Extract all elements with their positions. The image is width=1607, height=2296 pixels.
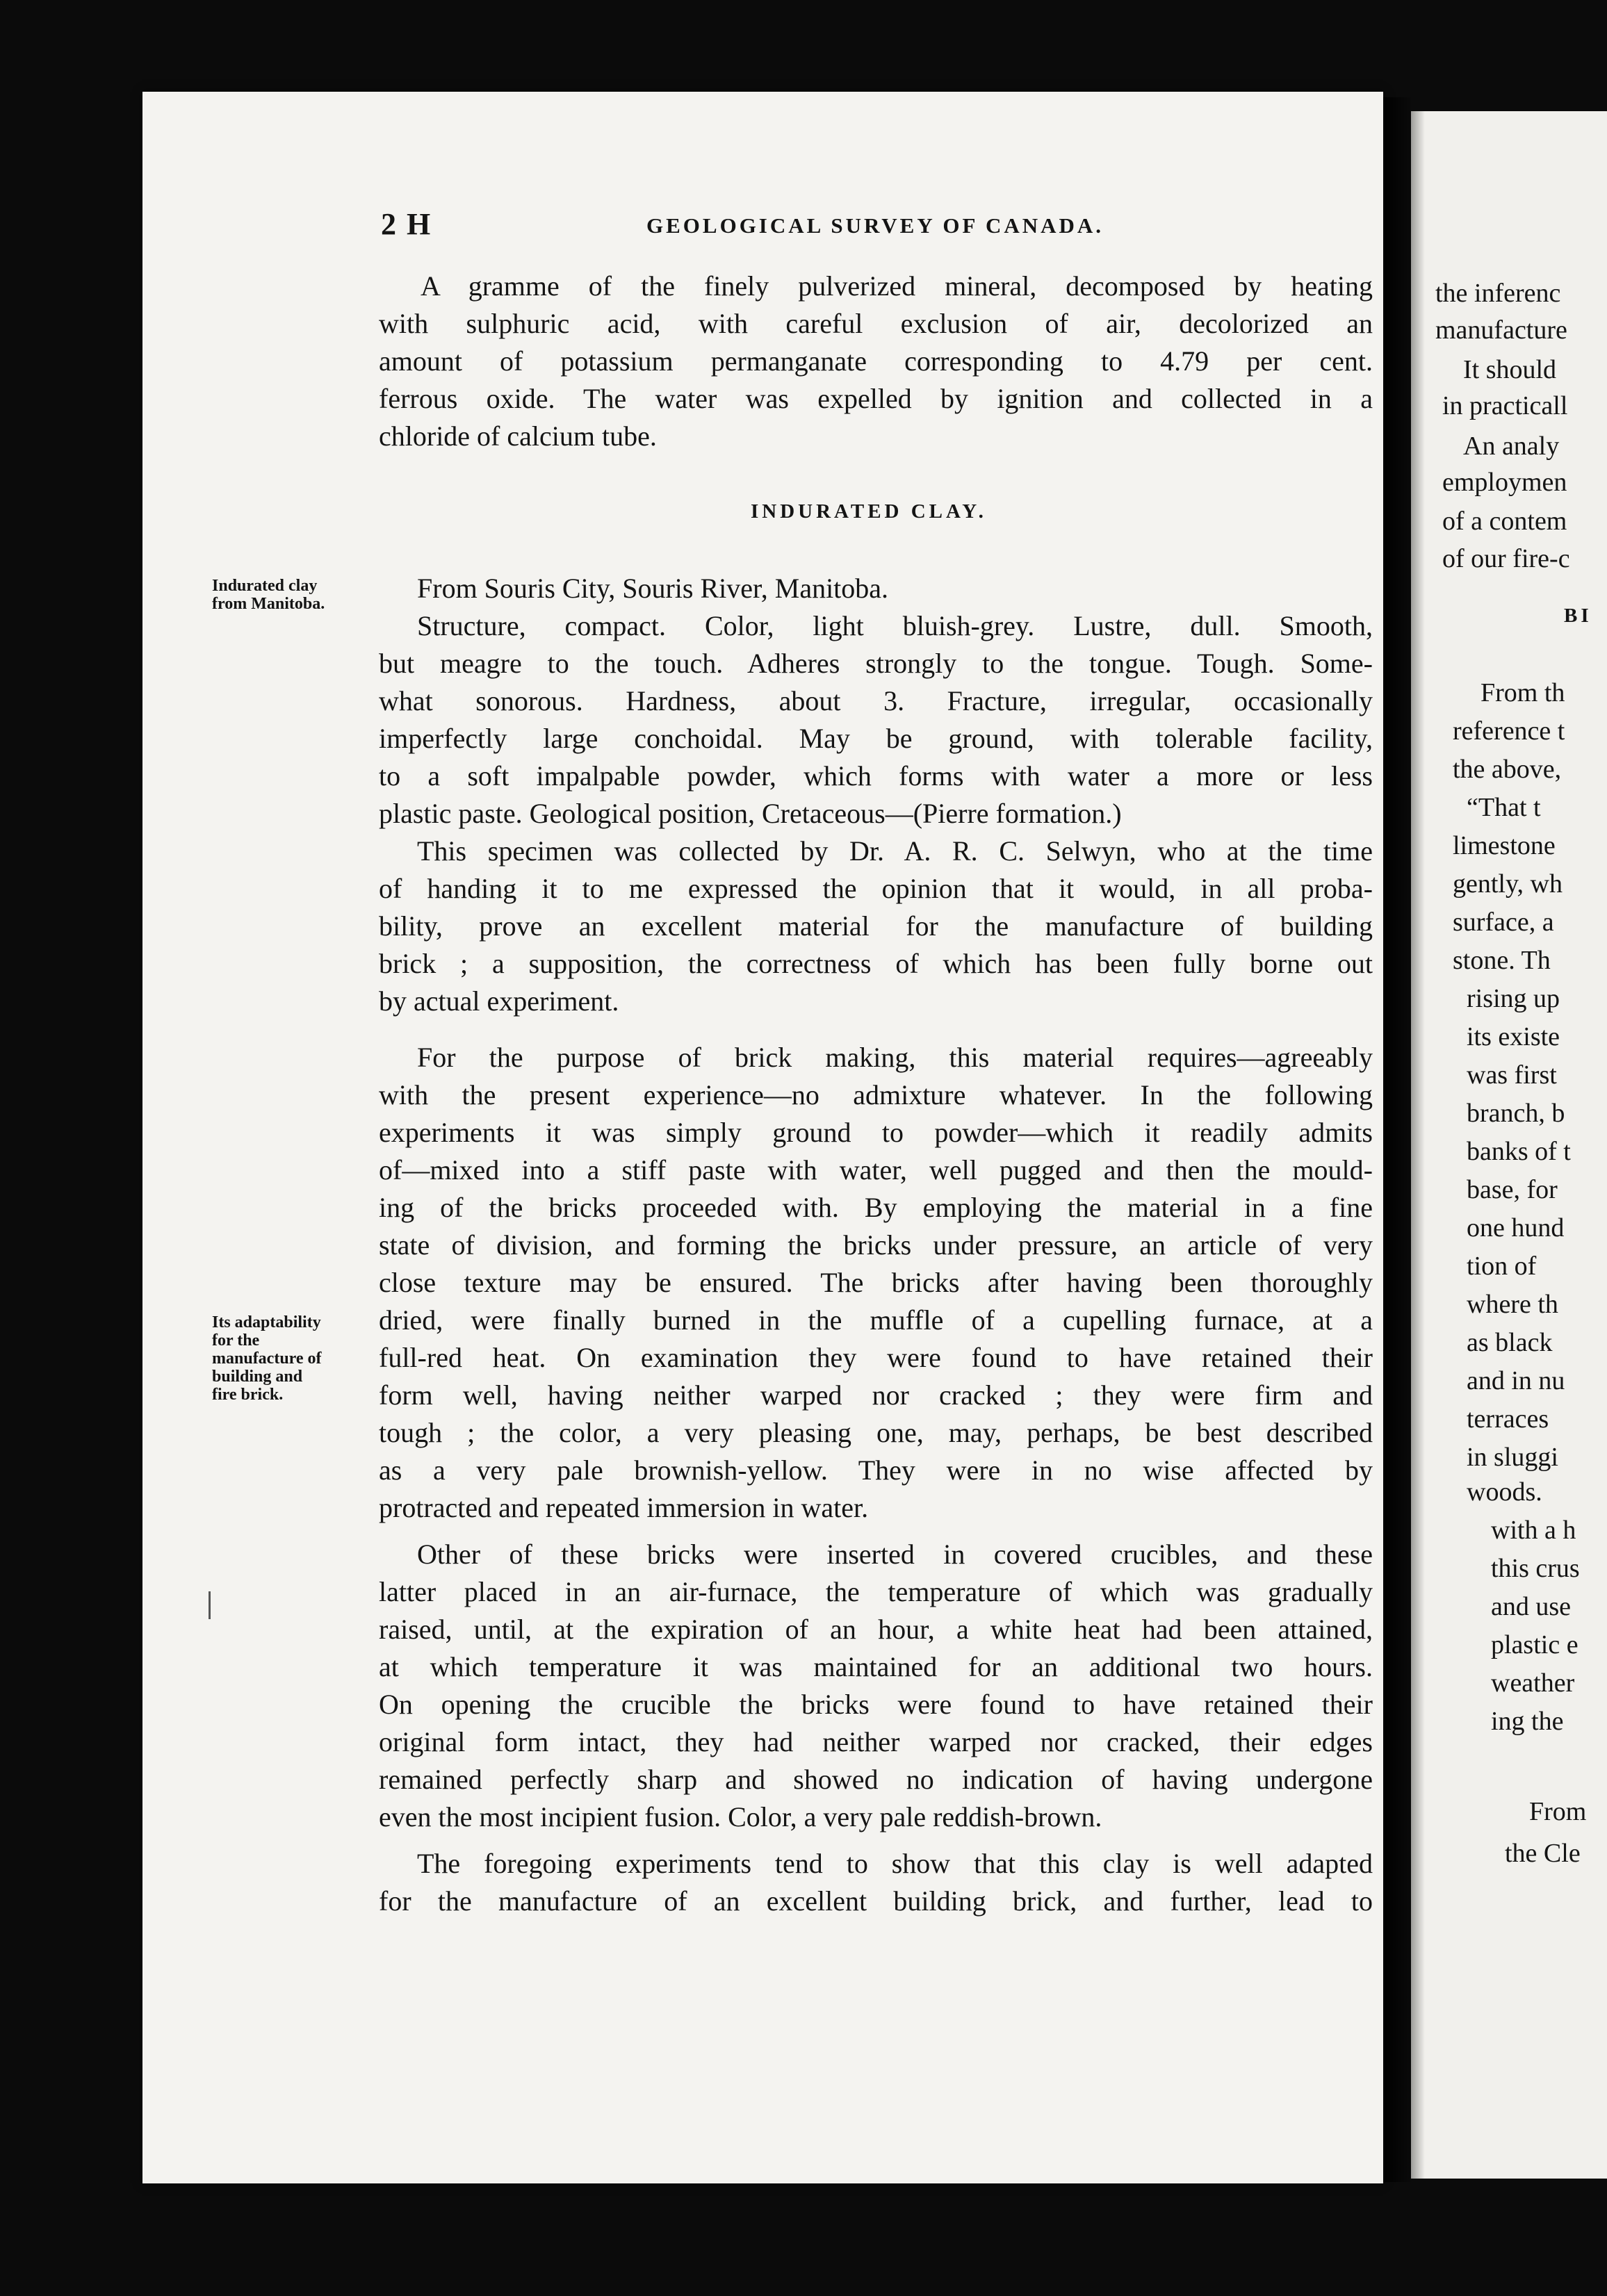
text-line: to a soft impalpable powder, which forms with water a more or less	[379, 760, 1373, 792]
right-page-line: banks of t	[1467, 1137, 1571, 1166]
right-page-line: of a contem	[1442, 507, 1567, 536]
right-page-line: tion of	[1467, 1252, 1537, 1281]
right-page-line: and use	[1491, 1592, 1572, 1621]
right-page-line: limestone	[1453, 831, 1556, 860]
text-line: of—mixed into a stiff paste with water, well pugged and then the mould-	[379, 1154, 1373, 1186]
text-line: A gramme of the finely pulverized mineral, decomposed by heating	[421, 270, 1373, 302]
paragraph-6	[379, 1845, 1373, 1920]
margin-note-line: for the	[212, 1331, 260, 1350]
paragraph-5	[379, 1536, 1373, 1836]
text-line: with sulphuric acid, with careful exclusion of air, decolorized an	[379, 308, 1373, 339]
text-line: tough ; the color, a very pleasing one, may, perhaps, be best described	[379, 1417, 1373, 1448]
text-line: raised, until, at the expiration of an hour, a white heat had been attained,	[379, 1614, 1373, 1645]
right-page-line: and in nu	[1467, 1366, 1565, 1395]
right-page-line: with a h	[1491, 1516, 1576, 1545]
right-page-line: was first	[1467, 1060, 1557, 1090]
right-page-shadow	[1411, 111, 1425, 2179]
text-line: but meagre to the touch. Adheres strongly to the tongue. Tough. Some-	[379, 648, 1373, 679]
right-page-line: terraces	[1467, 1404, 1549, 1434]
text-line: For the purpose of brick making, this material requires—agreeably	[417, 1042, 1373, 1073]
right-page-line: woods.	[1467, 1477, 1542, 1507]
right-page-line: An analy	[1463, 432, 1560, 461]
text-line: state of division, and forming the bricks under pressure, an article of very	[379, 1229, 1373, 1261]
text-line: for the manufacture of an excellent building brick, and further, lead to	[379, 1885, 1373, 1917]
text-line: The foregoing experiments tend to show that this clay is well adapted	[417, 1848, 1373, 1879]
right-page-line: the Cle	[1505, 1839, 1581, 1868]
right-page-line: “That t	[1467, 793, 1541, 822]
text-line: as a very pale brownish-yellow. They were in no wise affected by	[379, 1454, 1373, 1486]
margin-note-line: building and	[212, 1368, 303, 1386]
text-line: at which temperature it was maintained for an additional two hours.	[379, 1651, 1373, 1682]
text-line: form well, having neither warped nor cracked ; they were firm and	[379, 1379, 1373, 1411]
text-line: full-red heat. On examination they were found to have retained their	[379, 1342, 1373, 1373]
text-line: brick ; a supposition, the correctness of which has been fully borne out	[379, 948, 1373, 979]
margin-note-line: manufacture of	[212, 1350, 322, 1368]
right-page-line: plastic e	[1491, 1630, 1579, 1659]
text-line: experiments it was simply ground to powder—which it readily admits	[379, 1117, 1373, 1148]
right-page-line: rising up	[1467, 984, 1560, 1013]
text-line: dried, were finally burned in the muffle of a cupelling furnace, at a	[379, 1304, 1373, 1336]
right-page-line: stone. Th	[1453, 946, 1551, 975]
text-line: amount of potassium permanganate corresponding to 4.79 per cent.	[379, 345, 1373, 377]
paragraph-4	[379, 1039, 1373, 1527]
margin-note-line: Indurated clay	[212, 577, 318, 595]
text-line: plastic paste. Geological position, Cretaceous—(Pierre formation.)	[379, 798, 1122, 829]
text-line: ferrous oxide. The water was expelled by ignition and collected in a	[379, 383, 1373, 414]
margin-note-line: fire brick.	[212, 1386, 284, 1404]
section-title: INDURATED CLAY.	[751, 500, 987, 523]
text-line: bility, prove an excellent material for the manufacture of building	[379, 910, 1373, 942]
right-page-line: From th	[1480, 678, 1565, 707]
right-page-line: employmen	[1442, 468, 1567, 497]
right-page-line: where th	[1467, 1290, 1558, 1319]
text-line: On opening the crucible the bricks were found to have retained their	[379, 1689, 1373, 1720]
running-head: GEOLOGICAL SURVEY OF CANADA.	[646, 213, 1104, 238]
right-page-line: reference t	[1453, 716, 1565, 746]
text-line: of handing it to me expressed the opinion that it would, in all proba-	[379, 873, 1373, 904]
margin-note-line: Its adaptability	[212, 1313, 321, 1331]
right-page-line: this crus	[1491, 1554, 1580, 1583]
text-line: with the present experience—no admixture whatever. In the following	[379, 1079, 1373, 1110]
text-line: ing of the bricks proceeded with. By employing the material in a fine	[379, 1192, 1373, 1223]
right-page-line: the above,	[1453, 755, 1562, 784]
text-line: even the most incipient fusion. Color, a very pale reddish-brown.	[379, 1801, 1102, 1832]
paragraph-2	[379, 570, 1373, 833]
right-page-line: surface, a	[1453, 908, 1554, 937]
right-page-line: base, for	[1467, 1175, 1558, 1204]
right-page-line: its existe	[1467, 1022, 1560, 1051]
right-page-line: one hund	[1467, 1213, 1565, 1243]
right-page-line: in sluggi	[1467, 1443, 1558, 1472]
right-page-line: BI	[1564, 605, 1592, 627]
text-line: close texture may be ensured. The bricks after having been thoroughly	[379, 1267, 1373, 1298]
right-page-line: gently, wh	[1453, 869, 1563, 899]
right-page-line: of our fire-c	[1442, 544, 1570, 573]
text-line: chloride of calcium tube.	[379, 420, 657, 452]
margin-note-adaptability	[212, 1313, 322, 1404]
text-line: original form intact, they had neither warped nor cracked, their edges	[379, 1726, 1373, 1757]
right-page-line: as black	[1467, 1328, 1553, 1357]
text-line: This specimen was collected by Dr. A. R. C. Selwyn, who at the time	[417, 835, 1373, 867]
margin-note-indurated-clay	[212, 577, 325, 613]
right-page-line: From	[1529, 1797, 1587, 1826]
right-page-line: branch, b	[1467, 1099, 1565, 1128]
margin-note-line: from Manitoba.	[212, 595, 325, 613]
text-line: Structure, compact. Color, light bluish-grey. Lustre, dull. Smooth,	[417, 610, 1373, 641]
right-page-line: weather	[1491, 1668, 1575, 1698]
right-page-line: manufacture	[1435, 315, 1567, 345]
text-line: what sonorous. Hardness, about 3. Fracture, irregular, occasionally	[379, 685, 1373, 716]
right-page-line: ing the	[1491, 1707, 1564, 1736]
text-line: From Souris City, Souris River, Manitoba.	[417, 573, 889, 604]
text-line: remained perfectly sharp and showed no indication of having undergone	[379, 1764, 1373, 1795]
text-line: by actual experiment.	[379, 985, 619, 1017]
scan-speck	[209, 1591, 211, 1619]
book-gutter	[1383, 97, 1411, 2182]
text-line: latter placed in an air-furnace, the temperature of which was gradually	[379, 1576, 1373, 1607]
text-line: protracted and repeated immersion in water.	[379, 1492, 869, 1523]
text-line: imperfectly large conchoidal. May be ground, with tolerable facility,	[379, 723, 1373, 754]
page-number: 2 H	[381, 207, 432, 241]
right-page-line: the inferenc	[1435, 279, 1561, 308]
paragraph-1	[379, 268, 1373, 455]
text-line: Other of these bricks were inserted in covered crucibles, and these	[417, 1539, 1373, 1570]
right-page-line: in practicall	[1442, 391, 1568, 420]
right-page-line: It should	[1463, 355, 1557, 384]
paragraph-3	[379, 833, 1373, 1020]
